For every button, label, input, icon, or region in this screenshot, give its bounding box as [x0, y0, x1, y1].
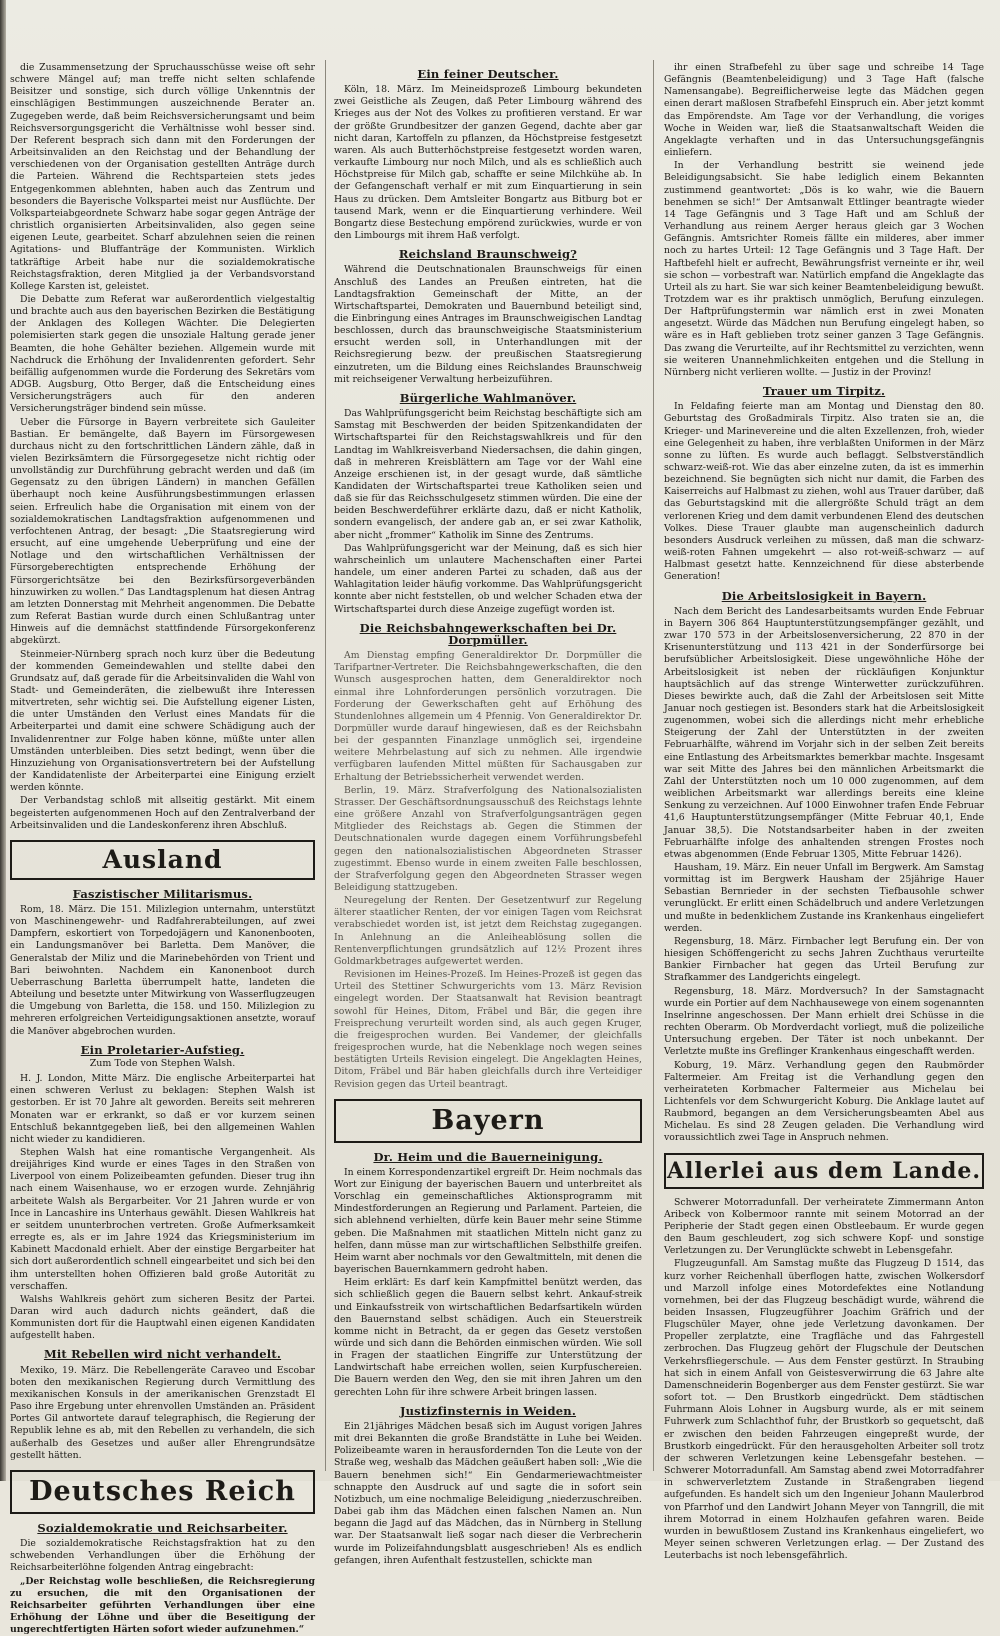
article-paragraph: Während die Deutschnationalen Braunschweigs für einen Anschluß des Landes an Preußen eintreten, hat die Landtagsfraktion Gemeinschaft der Mitte, an der Wirtschaftspartei, Demokraten und Bauernbund beteiligt sind, die Einbringung eines Antrages im Braunschweigischen Landtag beschlossen, durch das braunschweigische Staatsministerium ersucht werden soll, in Unterhandlungen mit der Reichsregierung bezw. der preußischen Staatsregierung einzutreten, um die Bildung eines Reichslandes Braunschweig mit reichseigener Verwaltung herbeizuführen.: [334, 264, 642, 386]
article-paragraph: Ueber die Fürsorge in Bayern verbreitete sich Gauleiter Bastian. Er bemängelte, daß Bayern im Fürsorgewesen durchaus nicht zu den fortschrittlichen Ländern zähle, daß in vielen Bezirksämtern die Fürsorgegesetze nicht richtig oder unvollständig zur Durchführung gebracht werden und daß (im Gegensatz zu den übrigen Ländern) in manchen Gefällen überhaupt noch keine Ausführungsbestimmungen erlassen seien. Erfreulich habe die Organisation mit einem von der sozialdemokratischen Landtagsfraktion aufgenommenen und verfochtenen Antrag, der besagt: „Die Staatsregierung wird ersucht, auf eine umgehende Ueberprüfung und eine der Notlage und den wirtschaftlichen Verhältnissen der Fürsorgeberechtigten entsprechende Erhöhung der Fürsorgerichtsätze bei den Bezirksfürsorgeverbänden hinzuwirken zu wollen.“ Das Landtagsplenum hat diesen Antrag am letzten Donnerstag mit Mehrheit angenommen. Die Debatte zum Referat Bastian wurde durch einen Schlußantrag unter Hinweis auf die demnächst stattfindende Fürsorgekonferenz abgekürzt.: [10, 417, 315, 648]
column-2: [334, 62, 642, 1469]
column-1: [10, 62, 315, 1469]
article-paragraph: Schwerer Motorradunfall. Der verheiratete Zimmermann Anton Aribeck von Kolbermoor rannte mit seinem Motorrad an der Peripherie der Stadt gegen einen Obstleebaum. Er wurde gegen den Baum geschleudert, zog sich schwere Kopf- und sonstige Verletzungen zu. Der Verunglückte schwebt in Lebensgefahr.: [664, 1197, 984, 1258]
page-binding-shadow: [0, 0, 6, 1481]
article-headline: Trauer um Tirpitz.: [664, 385, 984, 397]
article-headline: Die Arbeitslosigkeit in Bayern.: [664, 590, 984, 602]
article-headline: Ein feiner Deutscher.: [334, 68, 642, 80]
article-paragraph: In Feldafing feierte man am Montag und Dienstag den 80. Geburtstag des Großadmirals Tirpitz. Also traten sie an, die Krieger- und Marinevereine und die alten Exzellenzen, froh, wieder eine Gelegenheit zu haben, ihre verblaßten Uniformen in der März sonne zu lüften. Es wurde auch beflaggt. Selbstverständlich schwarz-weiß-rot. Wie das aber einzelne zuten, da ist es immerhin bezeichnend. Sie begnügten sich nicht nur damit, die Farben des Kaiserreichs auf Halbmast zu ziehen, wohl aus Trauer darüber, daß das Geburtstagskind mit die allergrößte Schuld trägt an dem verlorenen Krieg und dem damit verbundenen Elend des deutschen Volkes. Diese Trauer glaubte man augenscheinlich dadurch besonders Ausdruck verleihen zu müssen, daß man die schwarz-weiß-roten Fahnen umgekehrt — also rot-weiß-schwarz — auf Halbmast gesetzt hatte. Kennzeichnend für diese absterbende Generation!: [664, 401, 984, 583]
article-paragraph: Am Dienstag empfing Generaldirektor Dr. Dorpmüller die Tarifpartner-Vertreter. Die Reichsbahngewerkschaften, die den Wunsch ausgesprochen hatten, dem Generaldirektor noch einmal ihre Lohnforderungen persönlich vorzutragen. Die Forderung der Gewerkschaften geht auf Erhöhung des Stundenlohnes allgemein um 4 Pfennig. Von Generaldirektor Dr. Dorpmüller wurde darauf hingewiesen, daß es der Reichsbahn bei der gespannten Finanzlage unmöglich sei, irgendeine weitere Mehrbelastung auf sich zu nehmen. Alle irgendwie verfügbaren laufenden Mittel müßten für Sachausgaben zur Erhaltung der Betriebssicherheit verwendet werden.: [334, 650, 642, 784]
section-heading-ausland: Ausland: [10, 840, 315, 880]
article-paragraph: Neuregelung der Renten. Der Gesetzentwurf zur Regelung älterer staatlicher Renten, der vor einigen Tagen vom Reichsrat verabschiedet worden ist, ist jetzt dem Reichstag zugegangen. In Anlehnung an die Anleiheablösung sollen die Rentenverpflichtungen grundsätzlich auf 12½ Prozent ihres Goldmarkbetrages aufgewertet werden.: [334, 895, 642, 968]
article-paragraph: die Zusammensetzung der Spruchausschüsse weise oft sehr schwere Mängel auf; man treffe nicht selten schlafende Beisitzer und sonstige, sich durch völlige Unkenntnis der einschlägigen Bestimmungen auszeichnende Berater an. Zugegeben werde, daß beim Reichsversicherungsamt und beim Reichsversorgungsgericht die Verhältnisse wohl besser sind. Der Referent besprach sich dann mit den Forderungen der Arbeitsinvaliden an den Reichstag und der Behandlung der verschiedenen von der Organisation gestellten Anträge durch die Parteien. Während die Rechtsparteien stets jedes Entgegenkommen ablehnten, haben auch das Zentrum und besonders die Bayerische Volkspartei meist nur Ausflüchte. Der Volksparteiabgeordnete Schwarz habe sogar gegen Anträge der christlich organisierten Arbeitsinvaliden, also gegen seine eigenen Leute, gearbeitet. Scharf abzulehnen seien die reinen Agitations- und Bluffanträge der Kommunisten. Wirklich tatkräftige Arbeit habe nur die sozialdemokratische Reichstagsfraktion, deren Mitglied ja der Verbandsvorstand Kollege Karsten ist, geleistet.: [10, 62, 315, 293]
article-paragraph: In einem Korrespondenzartikel ergreift Dr. Heim nochmals das Wort zur Einigung der bayerischen Bauern und unterbreitet als Vorschlag ein gemeinschaftliches Aktionsprogramm mit Mindestforderungen an Regierung und Parlament. Parteien, die sich ablehnend verhielten, dürfe kein Bauer mehr seine Stimme geben. Die Maßnahmen mit staatlichen Mitteln nicht ganz zu helfen, dann müsse man zur wirtschaftlichen Selbsthilfe greifen. Heim warnt aber nochmals vor den Gewaltmitteln, mit denen die bayerischen Bauernkammern gedroht haben.: [334, 1167, 642, 1276]
article-paragraph: In der Verhandlung bestritt sie weinend jede Beleidigungsabsicht. Sie habe lediglich einem Bekannten zustimmend geantwortet: „Dös is ko wahr, wie die Bauern benehmen se sich!“ Der Amtsanwalt Ettlinger beantragte wieder 14 Tage Gefängnis und 3 Tage Haft und am Schluß der Verhandlung aus reinem Aerger heraus gleich gar 3 Wochen Gefängnis. Amtsrichter Romeis fällte ein milderes, aber immer noch zu hartes Urteil: 12 Tage Gefängnis und 3 Tage Haft. Der Haftbefehl hielt er aufrecht, Bewährungsfrist verneinte er ihr, weil sie schon — vorbestraft war. Natürlich empfand die Angeklagte das Urteil als zu hart. Sie war sich keiner Beamtenbeleidigung bewußt. Trotzdem war es ihr praktisch unmöglich, Berufung einzulegen. Der Haftprüfungstermin war nämlich erst in zwei Monaten angesetzt. Würde das Mädchen nun Berufung eingelegt haben, so wäre es in Haft geblieben trotz seiner ganzen 3 Tage Gefängnis. Das zwang die Verurteilte, auf ihr Rechtsmittel zu verzichten, wenn sie weiteren Unannehmlichkeiten entgehen und die Stellung in Nürnberg nicht verlieren wollte. — Justiz in der Provinz!: [664, 160, 984, 379]
article-headline: Faszistischer Militarismus.: [10, 888, 315, 900]
article-paragraph: „Der Reichstag wolle beschließen, die Reichsregierung zu ersuchen, die mit den Organisationen der Reichsarbeiter geführten Verhandlungen über eine Erhöhung der Löhne und über die Beseitigung der ungerechtfertigten Härten sofort wieder aufzunehmen.“: [10, 1576, 315, 1636]
article-paragraph: Die Debatte zum Referat war außerordentlich vielgestaltig und brachte auch aus den bayerischen Bezirken die Bestätigung der Anklagen des Kollegen Wächter. Die Delegierten polemisierten stark gegen die unsoziale Haltung gerade jener Beamten, die hohe Gehälter beziehen. Allgemein wurde mit Nachdruck die Erhöhung der Invalidenrenten gefordert. Sehr beifällig aufgenommen wurde die Forderung des Sekretärs vom ADGB. Augsburg, Otto Berger, daß die Entscheidung eines Versicherungsträgers auch für den anderen Versicherungsträger bindend sein müsse.: [10, 294, 315, 416]
article-paragraph: Koburg, 19. März. Verhandlung gegen den Raubmörder Faltermeier. Am Freitag ist die Verhandlung gegen den verheirateten Korbmacher Faltermeier aus Michelau bei Lichtenfels vor dem Schwurgericht Koburg. Die Anklage lautet auf Raubmord, begangen an dem Versicherungsbeamten Abel aus Michelau. Es sind 28 Zeugen geladen. Die Verhandlung wird voraussichtlich zwei Tage in Anspruch nehmen.: [664, 1060, 984, 1145]
article-paragraph: Flugzeugunfall. Am Samstag mußte das Flugzeug D 1514, das kurz vorher Reichenhall überflogen hatte, zwischen Wolkersdorf und Marzoll infolge eines Motordefektes eine Notlandung vornehmen, bei der das Flugzeug beschädigt wurde, während die beiden Insassen, Flugzeugführer Joachim Gräfrich und der Flugschüler Mayer, ohne jede Verletzung davonkamen. Der Propeller zerplatzte, eine Tragfläche und das Fahrgestell zerbrochen. Das Flugzeug gehört der Flugschule der Deutschen Verkehrsfliegerschule. — Aus dem Fenster gestürzt. In Straubing hat sich in einem Anfall von Geistesverwirrung die 63 Jahre alte Damenschneiderin Bogenberger aus dem Fenster gestürzt. Sie war sofort tot. — Den Brustkorb eingedrückt. Dem städtischen Fuhrmann Alois Lohner in Augsburg wurde, als er mit seinem Fuhrwerk zum Schlachthof fuhr, der Brustkorb so gequetscht, daß er zwischen den beiden Fahrzeugen eingepreßt wurde, der Brustkorb eingedrückt. Für den herausgeholten Arbeiter soll trotz der schweren Verletzungen keine Lebensgefahr bestehen. — Schwerer Motorradunfall. Am Samstag abend zwei Motorradfahrer in schwerverletztem Zustande in Straßengraben liegend aufgefunden. Es handelt sich um den Ingenieur Johann Maulerbrod von Pfarrhof und den Landwirt Johann Meyer von Tanngrill, die mit ihrem Motorrad in einem Holzhaufen gefahren waren. Beide wurden in bewußtlosem Zustand ins Krankenhaus eingeliefert, wo Meyer seinen schweren Verletzungen erlag. — Der Zustand des Leuterbachs ist noch lebensgefährlich.: [664, 1258, 984, 1562]
column-rule-2: [653, 60, 654, 1471]
article-paragraph: Nach dem Bericht des Landesarbeitsamts wurden Ende Februar in Bayern 306 864 Hauptunterstützungsempfänger gezählt, und zwar 170 573 in der Arbeitslosenversicherung, 22 870 in der Krisenunterstützung und 113 421 in der Sonderfürsorge bei berufsüblicher Arbeitslosigkeit. Diese ungewöhnliche Höhe der Arbeitslosigkeit ist neben der rückläufigen Konjunktur hauptsächlich auf das strenge Winterwetter zurückzuführen. Dieses bewirkte auch, daß die Zahl der Arbeitslosen seit Mitte Januar noch gestiegen ist. Besonders stark hat die Arbeitslosigkeit zugenommen, wobei sich die allerdings nicht mehr erhebliche Steigerung der Zahl der Unterstützten in der zweiten Februarhälfte, während im Vorjahr sich in der selben Zeit bereits eine Entlastung des Arbeitsmarktes bemerkbar machte. Insgesamt war seit Mitte des Jahres bei den männlichen Arbeitsmarkt die Zahl der Unterstützten noch um 10 000 zugenommen, auf dem weiblichen Arbeitsmarkt war allerdings bereits eine kleine Senkung zu verzeichnen. Auf 1000 Einwohner trafen Ende Februar 41,6 Hauptunterstützungsempfänger (Mitte Februar 40,1, Ende Januar 38,5). Die Notstandsarbeiter haben in der zweiten Februarhälfte infolge des anhaltenden strengen Frostes noch etwas abgenommen (Ende Februar 1305, Mitte Februar 1426).: [664, 606, 984, 861]
article-paragraph: Ein 21jähriges Mädchen besaß sich im August vorigen Jahres mit drei Bekannten die große Brandstätte in Luhe bei Weiden. Polizeibeamte waren in herausfordernden Ton die Leute von der Straße weg, weshalb das Mädchen geäußert haben soll: „Wie die Bauern benehmen sich!“ Ein Gendarmeriewachtmeister schnappte den Ausdruck auf und sagte die in sofort sein Notizbuch, um eine nochmalige Beleidigung „niederzuschreiben. Dabei gab ihm das Mädchen einen falschen Namen an. Nun begann die Jagd auf das Mädchen, das in Nürnberg in Stellung war. Der Staatsanwalt ließ sogar nach dieser die Verbrecherin wurde im Polizeifahndungsblatt ausgeschrieben! Als es endlich gefangen, ihren Aufenthalt festzustellen, schickte man: [334, 1421, 642, 1567]
article-headline: Justizfinsternis in Weiden.: [334, 1405, 642, 1417]
article-subheadline: Zum Tode von Stephen Walsh.: [10, 1058, 315, 1070]
section-heading-allerlei: Allerlei aus dem Lande.: [664, 1153, 984, 1189]
article-paragraph: Hausham, 19. März. Ein neuer Unfall im Bergwerk. Am Samstag vormittag ist im Bergwerk Hausham der 25jährige Hauer Sebastian Bernrieder in der sechsten Tiefbausohle schwer verunglückt. Er erlitt einen Schädelbruch und andere Verletzungen und mußte in bedenklichem Zustande ins Krankenhaus eingeliefert werden.: [664, 862, 984, 935]
article-paragraph: Das Wahlprüfungsgericht war der Meinung, daß es sich hier wahrscheinlich um unlautere Machenschaften einer Partei handele, um einer anderen Partei zu schaden, daß aus der Wahlagitation leider häufig vorkomme. Das Wahlprüfungsgericht konnte aber nicht feststellen, ob und welcher Schaden etwa der Wirtschaftspartei durch diese Anzeige zugefügt worden ist.: [334, 543, 642, 616]
article-paragraph: Das Wahlprüfungsgericht beim Reichstag beschäftigte sich am Samstag mit Beschwerden der beiden Spitzenkandidaten der Wirtschaftspartei für den Reichstagswahlkreis und für den Landtag im Wahlkreisverband Niedersachsen, die dahin gingen, daß in mehreren Kreisblättern am Tage vor der Wahl eine Anzeige erschienen ist, in der gesagt wurde, daß sämtliche Kandidaten der Wirtschaftspartei treue Katholiken seien und daß sie für das Reichsschulgesetz stimmen würden. Die eine der beiden Beschwerdeführer erklärte dazu, daß er nicht Katholik, sondern evangelisch, der andere gab an, er sei zwar Katholik, aber nicht „frommer“ Katholik im Sinne des Zentrums.: [334, 408, 642, 542]
article-paragraph: Berlin, 19. März. Strafverfolgung des Nationalsozialisten Strasser. Der Geschäftsordnungsausschuß des Reichstags lehnte eine größere Anzahl von Strafverfolgungsanträgen gegen Mitglieder des Reichstags ab. Gegen die Stimmen der Deutschnationalen wurde dagegen einem Vorführungsbefehl gegen den nationalsozialistischen Abgeordneten Strasser zugestimmt. Ebenso wurde in einem zweiten Falle beschlossen, der Strafverfolgung gegen den Abgeordneten Strasser wegen Beleidigung stattzugeben.: [334, 785, 642, 894]
article-paragraph: Rom, 18. März. Die 151. Milizlegion unternahm, unterstützt von Maschinengewehr- und Radfahrerabteilungen, auf zwei Dampfern, eskortiert von Torpedojägern und Kanonenbooten, ein Landungsmanöver bei Barletta. Dem Manöver, die Generalstab der Miliz und die Marinebehörden von Trient und Bari beiwohnten. Nachdem ein Kanonenboot durch Ueberraschung Barletta überrumpelt hatte, landeten die Abteilung und besetzte unter Mitwirkung von Wasserflugzeugen die Umgebung von Barletta, die 158. und 150. Milizlegion zu mehreren erfolgreichen Verteidigungsaktionen ansetzte, worauf die Manöver abgebrochen wurden.: [10, 904, 315, 1038]
article-headline: Bürgerliche Wahlmanöver.: [334, 392, 642, 404]
article-headline: Sozialdemokratie und Reichsarbeiter.: [10, 1522, 315, 1534]
article-headline: Dr. Heim und die Bauerneinigung.: [334, 1151, 642, 1163]
article-paragraph: Heim erklärt: Es darf kein Kampfmittel benützt werden, das sich schließlich gegen die Bauern selbst kehrt. Ankauf-streik und Einkaufsstreik von wirtschaftlichen Bedarfsartikeln würden den Bauernstand selbst schädigen. Auch ein Steuerstreik komme nicht in Betracht, da er gegen das Gesetz verstoßen würde und sich dann die Behörden einmischen würden. Wie soll in Fragen der staatlichen Eingriffe zur Unterstützung der Landwirtschaft habe erreichen wollen, seien Kurpfuschereien. Die Bauern werden den Weg, den sie mit ihren Jahren um den gerechten Lohn für ihre schwere Arbeit bringen lassen.: [334, 1277, 642, 1399]
section-heading-deutsches-reich: Deutsches Reich: [10, 1470, 315, 1514]
article-paragraph: Mexiko, 19. März. Die Rebellengeräte Caraveo und Escobar boten den mexikanischen Regierung durch Vermittlung des mexikanischen Konsuls in der amerikanischen Grenzstadt El Paso ihre Ergebung unter ehrenvollen Umständen an. Präsident Portes Gil antwortete darauf telegraphisch, die Regierung der Republik lehne es ab, mit den Rebellen zu verhandeln, die sich außerhalb des Gesetzes und außer aller Ehrengrundsätze gestellt hätten.: [10, 1365, 315, 1462]
article-headline: Mit Rebellen wird nicht verhandelt.: [10, 1348, 315, 1360]
section-heading-bayern: Bayern: [334, 1099, 642, 1143]
article-paragraph: Walshs Wahlkreis gehört zum sicheren Besitz der Partei. Daran wird auch dadurch nichts geändert, daß die Kommunisten dort für die Hauptwahl einen eigenen Kandidaten aufgestellt haben.: [10, 1294, 315, 1343]
article-paragraph: H. J. London, Mitte März. Die englische Arbeiterpartei hat einen schweren Verlust zu beklagen: Stephen Walsh ist gestorben. Er ist 70 Jahre alt geworden. Bereits seit mehreren Monaten war er erkrankt, so daß er vor kurzem seinen Entschluß bekanntgegeben ließ, bei den allgemeinen Wahlen nicht wieder zu kandidieren.: [10, 1073, 315, 1146]
article-headline: Die Reichsbahngewerkschaften bei Dr. Dorpmüller.: [334, 622, 642, 646]
column-3: [664, 62, 984, 1469]
article-headline: Ein Proletarier-Aufstieg.: [10, 1044, 315, 1056]
article-paragraph: Revisionen im Heines-Prozeß. Im Heines-Prozeß ist gegen das Urteil des Stettiner Schwurgerichts vom 13. März Revision eingelegt worden. Der Staatsanwalt hat Revision beantragt sowohl für Heines, Ditom, Fräbel und Bär, die gegen ihre Freisprechung verurteilt worden sind, als auch gegen Kruger, die freigesprochen wurden. Bei Vandemer, der gleichfalls freigesprochen wurde, hat die Nebenklage noch wegen seines bestätigten Urteils Revision eingelegt. Die Angeklagten Heines, Ditom, Fräbel und Bär haben gleichfalls durch ihre Verteidiger Revision gegen das Urteil beantragt.: [334, 969, 642, 1091]
article-paragraph: Stephen Walsh hat eine romantische Vergangenheit. Als dreijähriges Kind wurde er eines Tages in den Straßen von Liverpool von einem Polizeibeamten gefunden. Dieser trug ihn nach einem Waisenhause, wo er erzogen wurde. Zehnjährig arbeitete Walsh als Bergarbeiter. Vor 21 Jahren wurde er von Ince in Lancashire ins Unterhaus gewählt. Diesen Wahlkreis hat er seitdem ununterbrochen vertreten. Große Aufmerksamkeit erregte es, als er im Jahre 1924 das Kriegsministerium im Kabinett Macdonald erhielt. Aber der einstige Bergarbeiter hat sich dort außerordentlich schnell eingearbeitet und sich bei den ihm unterstellten hohen Offizieren bald große Autorität zu verschaffen.: [10, 1147, 315, 1293]
article-paragraph: Die sozialdemokratische Reichstagsfraktion hat zu den schwebenden Verhandlungen über die Erhöhung der Reichsarbeiterlöhne folgenden Antrag eingebracht:: [10, 1538, 315, 1574]
article-paragraph: ihr einen Strafbefehl zu über sage und schreibe 14 Tage Gefängnis (Beamtenbeleidigung) und 3 Tage Haft (falsche Namensangabe). Begreiflicherweise legte das Mädchen gegen einen derart maßlosen Strafbefehl Einspruch ein. Aber jetzt kommt das Empörendste. Am Tage vor der Verhandlung, die voriges Woche in Weiden war, ließ die Staatsanwaltschaft Weiden die Angeklagte verhaften und in das Untersuchungsgefängnis einliefern.: [664, 62, 984, 159]
article-paragraph: Regensburg, 18. März. Firnbacher legt Berufung ein. Der von hiesigen Schöffengericht zu sechs Jahren Zuchthaus verurteilte Bankier Firnbacher hat gegen das Urteil Berufung zur Strafkammer des Landgerichts eingelegt.: [664, 936, 984, 985]
article-paragraph: Steinmeier-Nürnberg sprach noch kurz über die Bedeutung der kommenden Gemeindewahlen und stellte dabei den Grundsatz auf, daß gerade für die Arbeitsinvaliden die Wahl von Stadt- und Gemeinderäten, die zielbewußt ihre Interessen mitvertreten, sehr wichtig sei. Die Aufstellung eigener Listen, die unter Umständen den Verlust eines Mandats für die Arbeiterpartei und damit eine schwere Schädigung auch der Invalidenrentner zur Folge haben könne, müßte unter allen Umständen unterbleiben. Dies setzt bedingt, wenn über die Hinzuziehung von Organisationsvertretern bei der Aufstellung der Kandidatenliste der Arbeiterpartei eine Einigung erzielt werden könnte.: [10, 649, 315, 795]
article-paragraph: Köln, 18. März. Im Meineidsprozeß Limbourg bekundeten zwei Geistliche als Zeugen, daß Peter Limbourg während des Krieges aus der Not des Volkes zu profitieren verstand. Er war der größte Grundbesitzer der ganzen Gegend, dachte aber gar nicht daran, Kartoffeln zu pflanzen, da Höchstpreise festgesetzt waren. Als auch Butterhöchstpreise festgesetzt worden waren, verkaufte Limbourg nur noch Milch, und als es schließlich auch Höchstpreise für Milch gab, schaffte er seine Milchkühe ab. In der Gefangenschaft verhalf er mit zum Einquartierung in sein Haus zu drücken. Dem Amtsleiter Bongartz aus Bitburg bot er tausend Mark, wenn er die Einquartierung verhindere. Weil Bongartz diese Bestechung empörend zurückwies, wurde er von den Limbourgs mit ihrem Haß verfolgt.: [334, 84, 642, 242]
column-rule-1: [325, 60, 326, 1471]
article-paragraph: Der Verbandstag schloß mit allseitig gestärkt. Mit einem begeisterten aufgenommenen Hoch auf den Zentralverband der Arbeitsinvaliden und die Landeskonferenz ihren Abschluß.: [10, 795, 315, 831]
article-paragraph: Regensburg, 18. März. Mordversuch? In der Samstagnacht wurde ein Portier auf dem Nachhausewege von einem sogenannten Inselrinne angeschossen. Der Mann erhielt drei Schüsse in die rechten Oberarm. Ob Mordverdacht vorliegt, muß die polizeiliche Untersuchung ergeben. Der Täter ist noch unbekannt. Der Verletzte mußte ins Greflinger Krankenhaus eingeschafft werden.: [664, 986, 984, 1059]
article-headline: Reichsland Braunschweig?: [334, 248, 642, 260]
